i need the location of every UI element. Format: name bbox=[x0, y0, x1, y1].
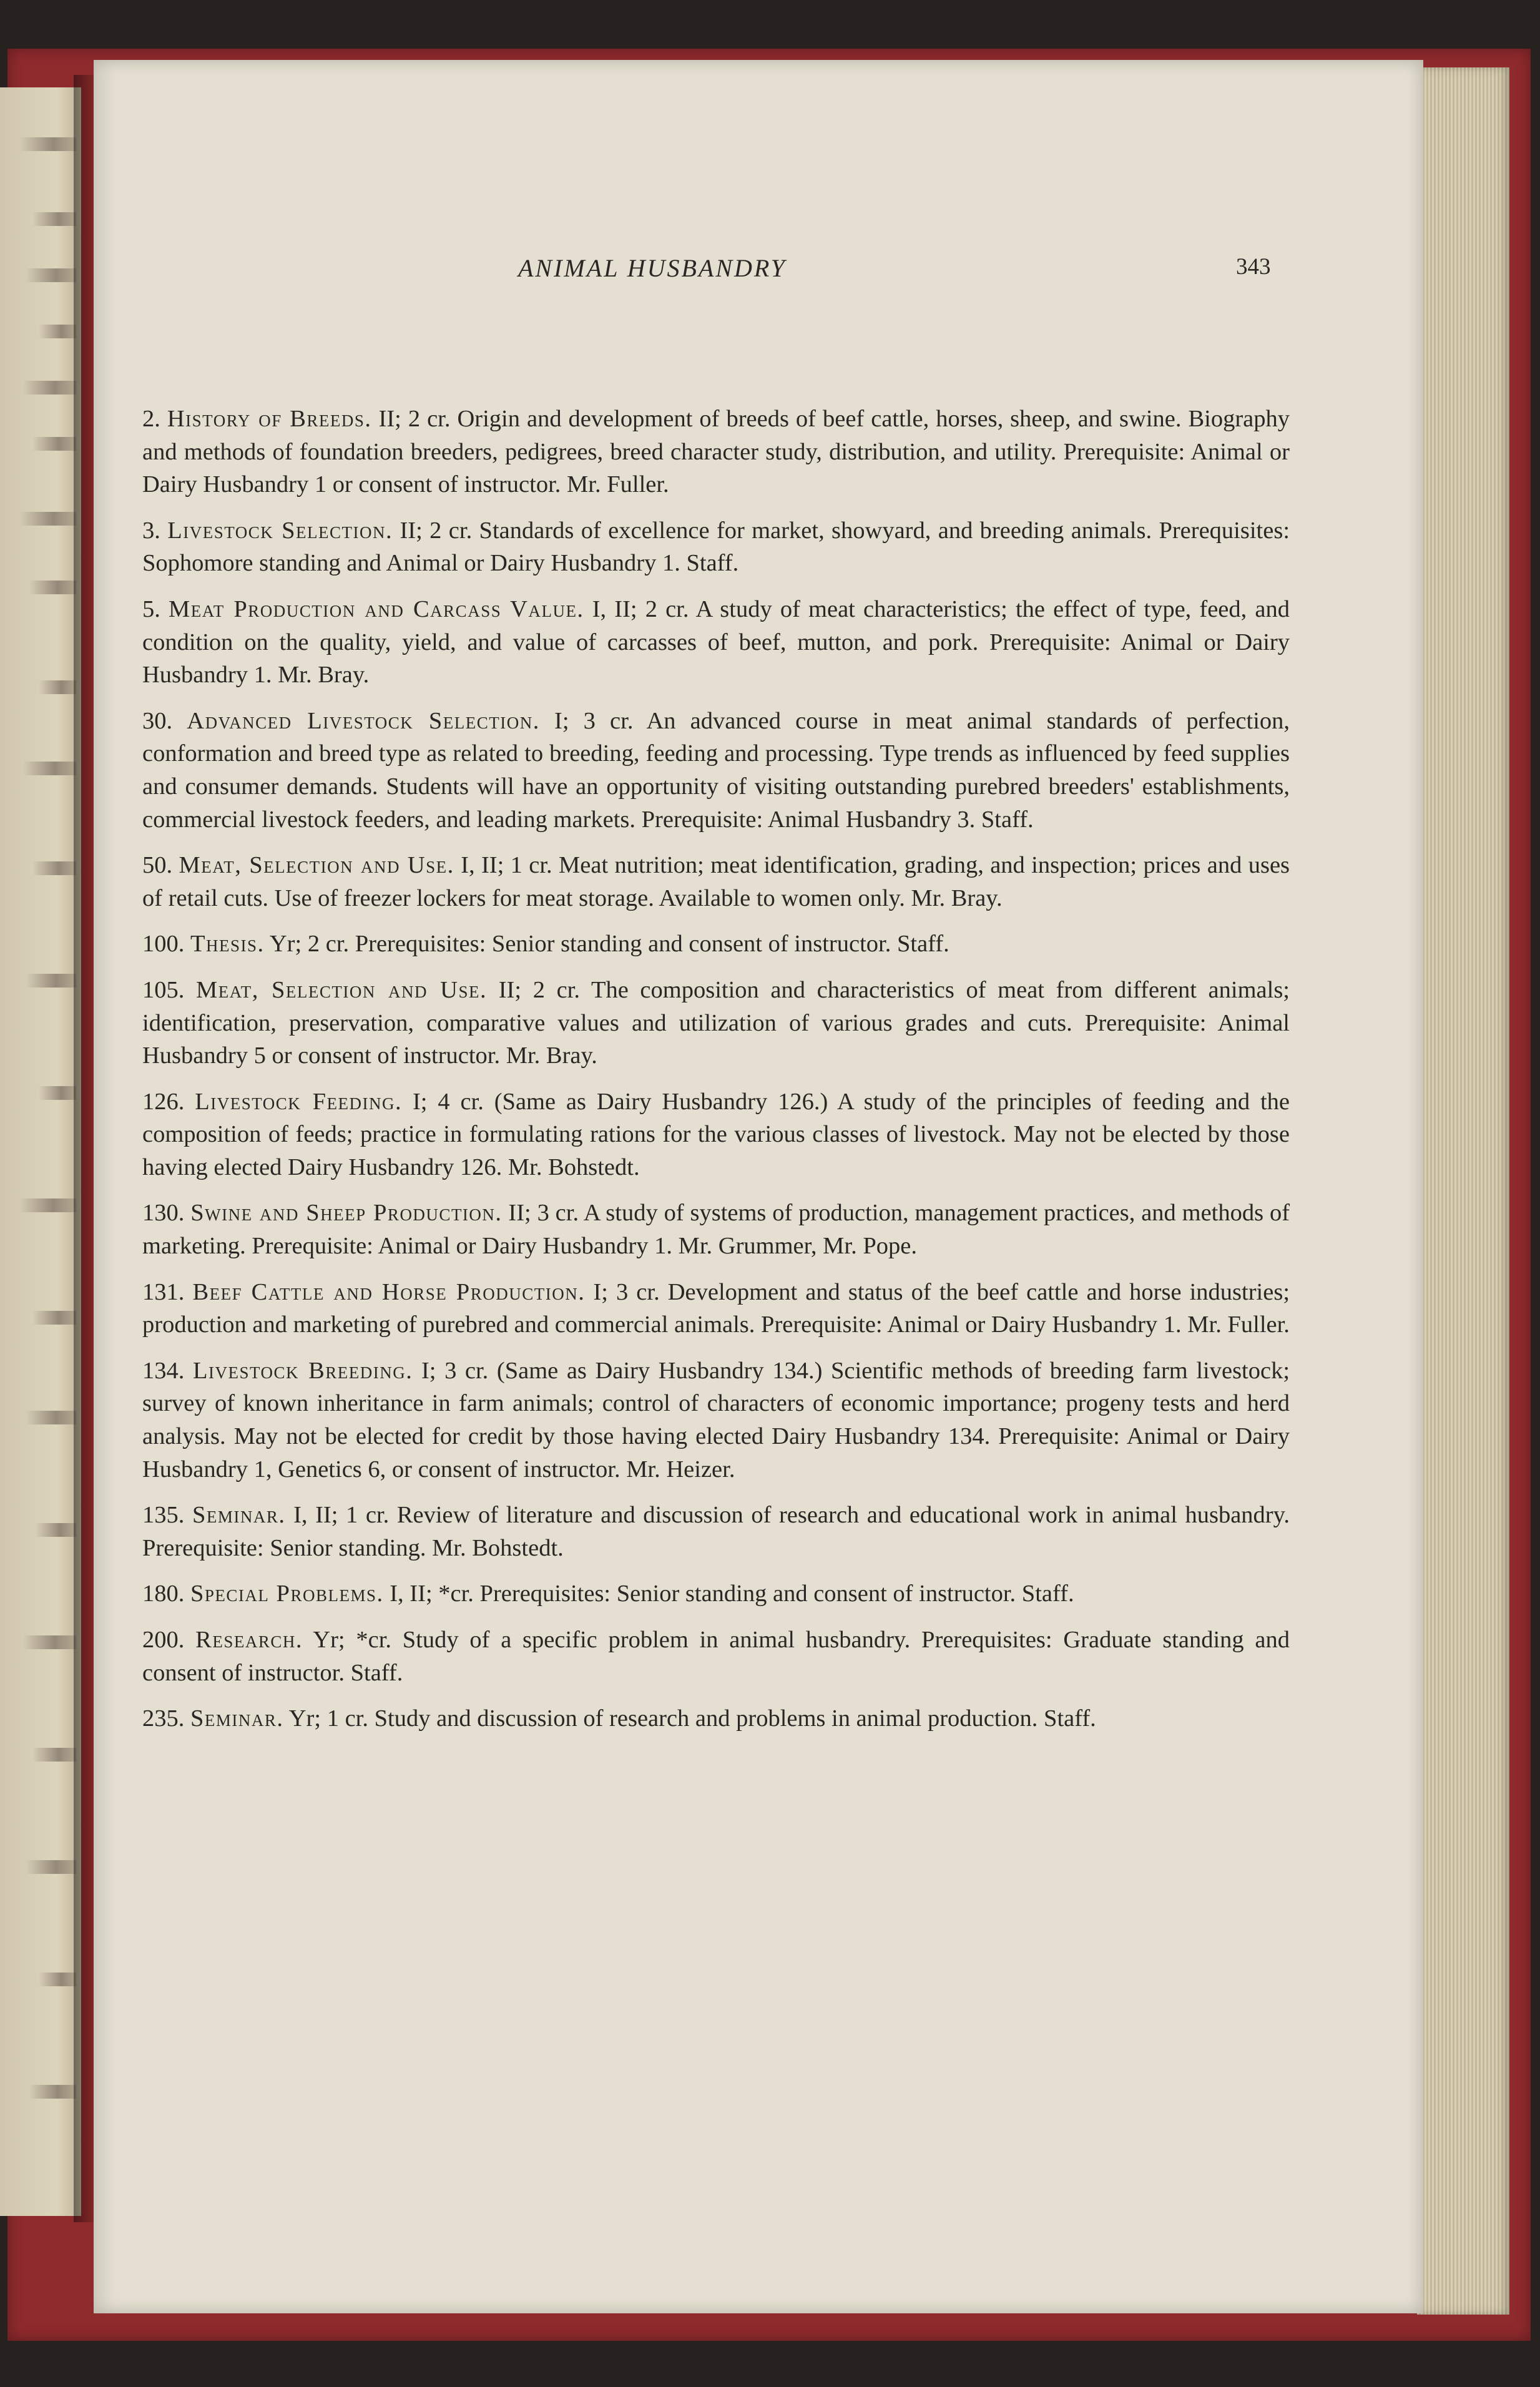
course-number: 126. bbox=[142, 1088, 185, 1115]
course-list bbox=[142, 403, 1290, 1748]
course-entry-30 bbox=[142, 705, 1290, 836]
course-title: Livestock Breeding. bbox=[192, 1357, 413, 1384]
course-number: 200. bbox=[142, 1627, 185, 1653]
course-description: I; 3 cr. (Same as Dairy Husbandry 134.) Scientific methods of breeding farm livestock; survey of known inheritance in farm animals; control of characters of economic importance; progeny tests and herd analysis. May not be elected for credit by those having elected Dairy Husbandry 134. Prerequisite: Animal or Dairy Husbandry 1, Genetics 6, or consent of instructor. Mr. Heizer. bbox=[142, 1357, 1290, 1483]
course-entry-180 bbox=[142, 1577, 1290, 1610]
course-title: Meat, Selection and Use. bbox=[196, 976, 488, 1003]
course-entry-131 bbox=[142, 1276, 1290, 1341]
course-description: I; 4 cr. (Same as Dairy Husbandry 126.) A study of the principles of feeding and the composition of feeds; practice in formulating rations for the various classes of livestock. May not be elected by those having elected Dairy Husbandry 126. Mr. Bohstedt. bbox=[142, 1088, 1290, 1180]
course-number: 134. bbox=[142, 1357, 185, 1384]
course-entry-100 bbox=[142, 928, 1290, 961]
course-number: 131. bbox=[142, 1278, 185, 1305]
course-number: 30. bbox=[142, 707, 173, 734]
course-number: 5. bbox=[142, 596, 160, 622]
course-title: Seminar. bbox=[190, 1705, 284, 1732]
course-number: 130. bbox=[142, 1200, 185, 1227]
course-title: Beef Cattle and Horse Production. bbox=[192, 1278, 586, 1305]
course-description: II; 2 cr. The composition and characteristics of meat from different animals; identification, preservation, comparative values and utilization of various grades and cuts. Prerequisite: Animal Husbandry 5 or consent of instructor. Mr. Bray. bbox=[142, 976, 1290, 1069]
course-title: Seminar. bbox=[192, 1502, 286, 1529]
course-description: I, II; 2 cr. A study of meat characteristics; the effect of type, feed, and condition on the quality, yield, and value of carcasses of beef, mutton, and pork. Prerequisite: Animal or Dairy Husbandry 1. Mr. Bray. bbox=[142, 596, 1290, 689]
course-description: I, II; 1 cr. Meat nutrition; meat identification, grading, and inspection; prices and uses of retail cuts. Use of freezer lockers for meat storage. Available to women only. Mr. Bray. bbox=[142, 852, 1290, 911]
course-description: I, II; 1 cr. Review of literature and discussion of research and educational work in animal husbandry. Prerequisite: Senior standing. Mr. Bohstedt. bbox=[142, 1502, 1290, 1561]
running-head bbox=[94, 253, 1423, 303]
course-entry-5 bbox=[142, 593, 1290, 692]
course-entry-3 bbox=[142, 514, 1290, 580]
course-title: Special Problems. bbox=[190, 1581, 384, 1607]
course-description: II; 2 cr. Origin and development of breeds of beef cattle, horses, sheep, and swine. Biography and methods of foundation breeders, pedigrees, breed character study, distribution, and utility. Prerequisite: Animal or Dairy Husbandry 1 or consent of instructor. Mr. Fuller. bbox=[142, 406, 1290, 498]
course-description: Yr; 2 cr. Prerequisites: Senior standing and consent of instructor. Staff. bbox=[269, 931, 949, 958]
course-title: Meat, Selection and Use. bbox=[179, 852, 454, 879]
course-title: Livestock Selection. bbox=[167, 517, 393, 544]
course-description: I, II; *cr. Prerequisites: Senior standing and consent of instructor. Staff. bbox=[390, 1581, 1074, 1607]
course-description: II; 2 cr. Standards of excellence for market, showyard, and breeding animals. Prerequisites: Sophomore standing and Animal or Dairy Husbandry 1. Staff. bbox=[142, 517, 1290, 577]
course-entry-2 bbox=[142, 403, 1290, 501]
course-entry-135 bbox=[142, 1499, 1290, 1564]
running-title: ANIMAL HUSBANDRY bbox=[518, 254, 787, 282]
course-description: I; 3 cr. Development and status of the beef cattle and horse industries; production and marketing of purebred and commercial animals. Prerequisite: Animal or Dairy Husbandry 1. Mr. Fuller. bbox=[142, 1278, 1290, 1338]
page-number: 343 bbox=[1236, 254, 1271, 280]
course-title: Livestock Feeding. bbox=[195, 1088, 403, 1115]
page-edges bbox=[1417, 67, 1509, 2315]
course-title: Meat Production and Carcass Value. bbox=[169, 596, 584, 622]
course-description: I; 3 cr. An advanced course in meat animal standards of perfection, conformation and breed type as related to breeding, feeding and processing. Type trends as influenced by feed supplies and consumer demands. Students will have an opportunity of visiting outstanding purebred breeders' establishments, commercial livestock feeders, and leading markets. Prerequisite: Animal Husbandry 3. Staff. bbox=[142, 707, 1290, 833]
facing-page-edge bbox=[0, 87, 81, 2216]
course-entry-235 bbox=[142, 1702, 1290, 1735]
course-number: 105. bbox=[142, 976, 185, 1003]
course-title: Thesis. bbox=[190, 931, 265, 958]
course-entry-126 bbox=[142, 1086, 1290, 1184]
course-entry-134 bbox=[142, 1355, 1290, 1486]
course-description: II; 3 cr. A study of systems of production, management practices, and methods of marketing. Prerequisite: Animal or Dairy Husbandry 1. Mr. Grummer, Mr. Pope. bbox=[142, 1200, 1290, 1260]
course-entry-200 bbox=[142, 1624, 1290, 1689]
course-entry-130 bbox=[142, 1197, 1290, 1262]
course-number: 3. bbox=[142, 517, 160, 544]
course-entry-50 bbox=[142, 849, 1290, 914]
course-title: Advanced Livestock Selection. bbox=[187, 707, 540, 734]
course-number: 235. bbox=[142, 1705, 185, 1732]
course-title: Research. bbox=[195, 1627, 303, 1653]
book-page bbox=[94, 60, 1423, 2313]
course-number: 50. bbox=[142, 852, 173, 879]
course-description: Yr; *cr. Study of a specific problem in animal husbandry. Prerequisites: Graduate standing and consent of instructor. Staff. bbox=[142, 1627, 1290, 1686]
course-title: History of Breeds. bbox=[167, 406, 372, 432]
course-title: Swine and Sheep Production. bbox=[190, 1200, 503, 1227]
course-number: 135. bbox=[142, 1502, 185, 1529]
course-number: 100. bbox=[142, 931, 185, 958]
course-description: Yr; 1 cr. Study and discussion of research and problems in animal production. Staff. bbox=[288, 1705, 1096, 1732]
course-entry-105 bbox=[142, 974, 1290, 1072]
course-number: 2. bbox=[142, 406, 160, 432]
course-number: 180. bbox=[142, 1581, 185, 1607]
